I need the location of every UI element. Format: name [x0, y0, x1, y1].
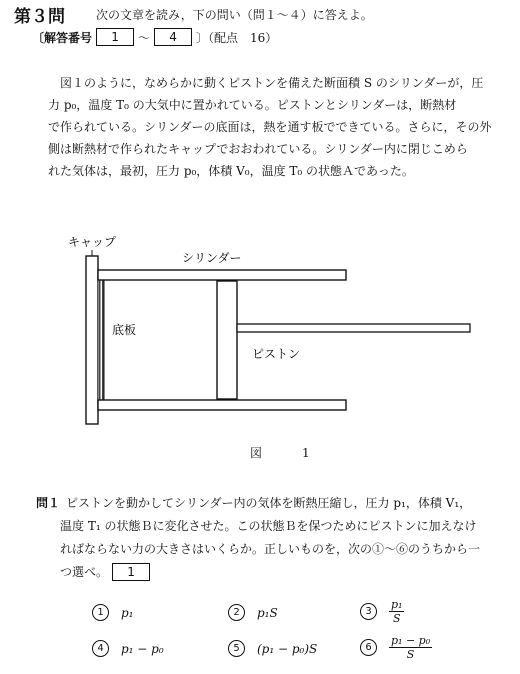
passage — [48, 72, 492, 182]
choice-marker: 6 — [360, 639, 377, 656]
figure-1-cylinder-diagram — [0, 228, 520, 438]
choice-6[interactable] — [360, 634, 432, 661]
answer-box-1: 1 — [112, 563, 150, 581]
question-1-line — [60, 561, 500, 584]
cap-shape — [86, 256, 98, 424]
fraction-numerator: p₁ − p₀ — [391, 634, 431, 647]
passage-line: れた気体は，最初，圧力 p₀，体積 V₀，温度 T₀ の状態Ａであった。 — [48, 164, 414, 178]
question-1 — [36, 492, 500, 584]
piston-shape — [217, 281, 237, 399]
answer-number-label: 〔解答番号 — [32, 30, 93, 45]
choice-marker: 4 — [92, 640, 109, 657]
question-intro: 次の文章を読み，下の問い（問１～４）に答えよ。 — [96, 8, 373, 22]
question-1-text: ピストンを動かしてシリンダー内の気体を断熱圧縮し，圧力 p₁，体積 V₁， — [66, 496, 472, 510]
base-label: 底板 — [112, 323, 137, 337]
question-1-line: ればならない力の大きさはいくらか。正しいものを，次の①～⑥のうちから一 — [60, 542, 481, 556]
piston-rod — [237, 324, 470, 332]
choice-fraction — [389, 598, 404, 625]
question-1-number: 問１ — [36, 496, 61, 510]
points-label: 〕（配点 16） — [196, 30, 278, 45]
choice-marker: 2 — [228, 604, 245, 621]
base-plate-shape — [98, 270, 104, 410]
passage-line: で作られている。シリンダーの底面は，熱を通す板でできている。さらに，その外 — [48, 120, 492, 134]
choice-text: p₁S — [257, 605, 278, 620]
question-1-line — [36, 492, 500, 515]
choice-5[interactable] — [228, 640, 317, 657]
choice-1[interactable] — [92, 604, 134, 621]
passage-line: 力 p₀，温度 T₀ の大気中に置かれている。ピストンとシリンダーは，断熱材 — [48, 98, 457, 112]
question-number: 第３問 — [14, 7, 65, 27]
cap-label: キャップ — [68, 235, 117, 249]
choice-4[interactable] — [92, 640, 164, 657]
choice-marker: 5 — [228, 640, 245, 657]
choice-2[interactable] — [228, 604, 278, 621]
choice-text: p₁ — [121, 605, 134, 620]
fraction-numerator: p₁ — [391, 598, 403, 611]
cylinder-bottom-wall — [98, 400, 346, 410]
figure-caption: 図 1 — [250, 446, 324, 460]
passage-line: 側は断熱材で作られたキャップでおおわれている。シリンダー内に閉じこめら — [48, 142, 468, 156]
answer-box-to: 4 — [154, 28, 192, 46]
choice-fraction — [389, 634, 432, 661]
passage-line: 図１のように，なめらかに動くピストンを備えた断面積 S のシリンダーが，圧 — [60, 76, 484, 90]
cylinder-top-wall — [98, 270, 346, 280]
fraction-denominator: S — [406, 648, 415, 661]
answer-number-row — [32, 28, 277, 46]
piston-label: ピストン — [252, 347, 301, 361]
question-1-line: 温度 T₁ の状態Ｂに変化させた。この状態Ｂを保つためにピストンに加えなけ — [60, 519, 477, 533]
choice-text: p₁ − p₀ — [121, 641, 164, 656]
answer-box-from: 1 — [96, 28, 134, 46]
choice-3[interactable] — [360, 598, 404, 625]
cylinder-label: シリンダー — [182, 251, 242, 265]
choice-marker: 1 — [92, 604, 109, 621]
range-separator: ～ — [138, 30, 151, 45]
choice-text: (p₁ − p₀)S — [257, 641, 318, 656]
choice-marker: 3 — [360, 603, 377, 620]
question-1-text: つ選べ。 — [60, 565, 109, 579]
fraction-denominator: S — [392, 612, 401, 625]
